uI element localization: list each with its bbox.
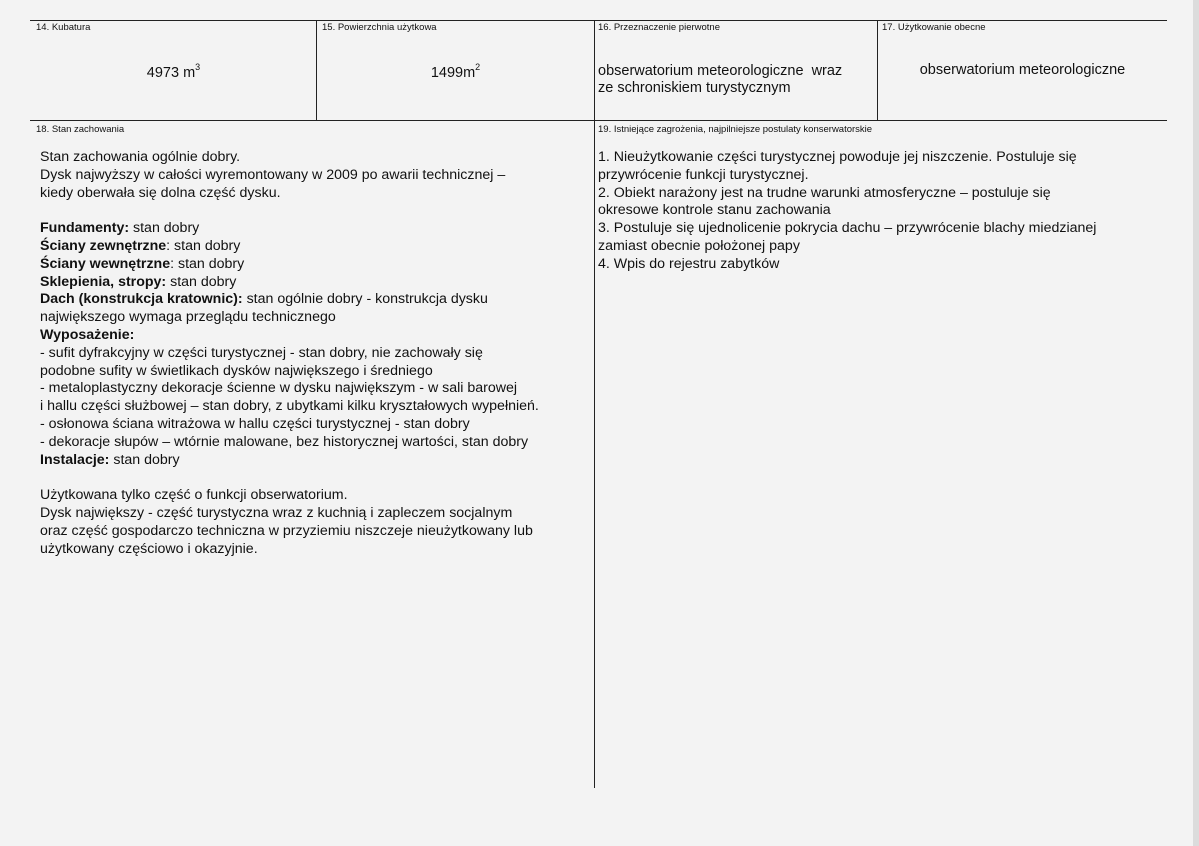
postulat-line-4: okresowe kontrole stanu zachowania — [598, 202, 831, 219]
sciany-wewnetrzne-line: Ściany wewnętrzne: stan dobry — [40, 255, 245, 272]
col-divider-2 — [594, 20, 595, 788]
row-divider — [30, 120, 1167, 121]
postulat-line-5: 3. Postuluje się ujednolicenie pokrycia dachu – przywrócenie blachy miedzianej — [598, 220, 1097, 237]
field-17-label: 17. Użytkowanie obecne — [882, 22, 986, 33]
field-19-content — [598, 149, 1158, 274]
field-14-label: 14. Kubatura — [36, 22, 91, 33]
page-edge — [1193, 0, 1199, 846]
wyposazenie-heading: Wyposażenie: — [40, 326, 135, 343]
intro-line-2: Dysk najwyższy w całości wyremontowany w 2009 po awarii technicznej – — [40, 166, 506, 183]
uzytkowanie-line-2: Dysk największy - część turystyczna wraz z kuchnią i zapleczem socjalnym — [40, 504, 513, 521]
dach-line: Dach (konstrukcja kratownic): stan ogólnie dobry - konstrukcja dysku — [40, 291, 488, 308]
field-14-value: 4973 $m^3$ — [146, 62, 201, 81]
uzytkowanie-line-4: użytkowany częściowo i okazyjnie. — [40, 540, 258, 557]
field-16-label: 16. Przeznaczenie pierwotne — [598, 22, 720, 33]
field-16-line1: obserwatorium meteorologiczne wraz — [598, 63, 843, 79]
dach-line-2: największego wymaga przeglądu technicznego — [40, 309, 336, 326]
field-15-value: $1499m^2$ — [430, 62, 481, 81]
sciany-zewnetrzne-line: Ściany zewnętrzne: stan dobry — [40, 237, 241, 254]
wyposazenie-line-6: - dekoracje słupów – wtórnie malowane, bez historycznej wartości, stan dobry — [40, 433, 529, 450]
field-16-line2: ze schroniskiem turystycznym — [598, 80, 791, 96]
instalacje-line: Instalacje: stan dobry — [40, 451, 180, 468]
field-16-value — [598, 63, 873, 97]
field-17-value: obserwatorium meteorologiczne — [919, 62, 1126, 78]
field-18-content — [40, 149, 592, 558]
field-18-label: 18. Stan zachowania — [36, 124, 125, 135]
top-rule — [30, 20, 1167, 21]
postulat-line-3: 2. Obiekt narażony jest na trudne warunki atmosferyczne – postuluje się — [598, 184, 1051, 201]
wyposazenie-line-3: - metaloplastyczny dekoracje ścienne w dysku największym - w sali barowej — [40, 380, 518, 397]
wyposazenie-line-2: podobne sufity w świetlikach dysków największego i średniego — [40, 362, 433, 379]
intro-line-1: Stan zachowania ogólnie dobry. — [40, 149, 241, 165]
wyposazenie-line-4: i hallu części służbowej – stan dobry, z ubytkami kilku kryształowych wypełnień. — [40, 398, 539, 415]
postulat-line-1: 1. Nieużytkowanie części turystycznej powoduje jej niszczenie. Postuluje się — [598, 149, 1077, 165]
postulat-line-6: zamiast obecnie położonej papy — [598, 237, 800, 254]
wyposazenie-line-5: - osłonowa ściana witrażowa w hallu części turystycznej - stan dobry — [40, 415, 470, 432]
postulat-line-7: 4. Wpis do rejestru zabytków — [598, 255, 780, 272]
sklepienia-line: Sklepienia, stropy: stan dobry — [40, 273, 237, 290]
field-15-label: 15. Powierzchnia użytkowa — [322, 22, 437, 33]
intro-line-3: kiedy oberwała się dolna część dysku. — [40, 184, 281, 201]
fundamenty-line: Fundamenty: stan dobry — [40, 220, 200, 237]
wyposazenie-line-1: - sufit dyfrakcyjny w części turystycznej - stan dobry, nie zachowały się — [40, 344, 483, 361]
field-19-label: 19. Istniejące zagrożenia, najpilniejsze postulaty konserwatorskie — [598, 124, 873, 135]
postulat-line-2: przywrócenie funkcji turystycznej. — [598, 166, 809, 183]
uzytkowanie-line-1: Użytkowana tylko część o funkcji obserwatorium. — [40, 487, 348, 504]
uzytkowanie-line-3: oraz część gospodarczo techniczna w przyziemiu niszczeje nieużytkowany lub — [40, 522, 533, 539]
